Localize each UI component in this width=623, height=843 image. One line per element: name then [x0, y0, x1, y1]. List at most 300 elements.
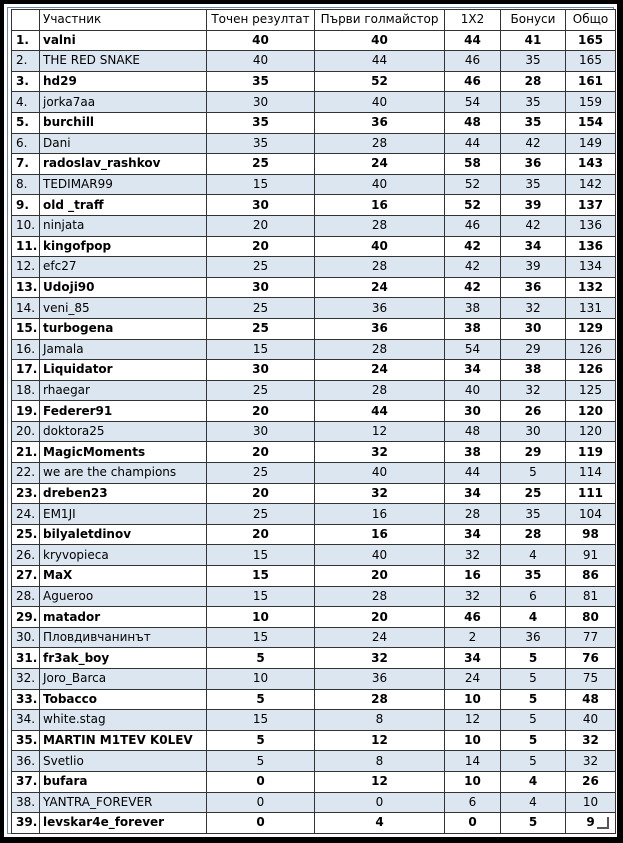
row-1x2: 46	[445, 71, 501, 92]
row-bonuses: 35	[501, 112, 566, 133]
row-1x2: 42	[445, 257, 501, 278]
row-rank: 20.	[12, 421, 40, 442]
row-1x2: 34	[445, 483, 501, 504]
row-bonuses: 41	[501, 30, 566, 51]
row-bonuses: 5	[501, 669, 566, 690]
row-participant: MagicMoments	[40, 442, 207, 463]
row-participant: Tobacco	[40, 689, 207, 710]
row-participant: YANTRA_FOREVER	[40, 792, 207, 813]
row-total: 32	[566, 751, 616, 772]
row-first-scorer: 36	[315, 112, 445, 133]
table-row	[12, 483, 616, 504]
row-rank: 27.	[12, 566, 40, 587]
row-participant: Udoji90	[40, 277, 207, 298]
row-exact-score: 15	[207, 566, 315, 587]
row-participant: MARTIN M1TEV K0LEV	[40, 730, 207, 751]
row-rank: 26.	[12, 545, 40, 566]
row-participant: burchill	[40, 112, 207, 133]
row-participant: MaX	[40, 566, 207, 587]
row-rank: 12.	[12, 257, 40, 278]
row-rank: 2.	[12, 51, 40, 72]
table-row	[12, 792, 616, 813]
row-1x2: 24	[445, 669, 501, 690]
row-1x2: 48	[445, 112, 501, 133]
row-bonuses: 35	[501, 51, 566, 72]
row-exact-score: 20	[207, 236, 315, 257]
table-row	[12, 771, 616, 792]
row-first-scorer: 0	[315, 792, 445, 813]
row-exact-score: 5	[207, 689, 315, 710]
row-rank: 8.	[12, 174, 40, 195]
row-participant: kingofpop	[40, 236, 207, 257]
row-1x2: 46	[445, 607, 501, 628]
row-total: 159	[566, 92, 616, 113]
row-exact-score: 20	[207, 442, 315, 463]
table-row	[12, 421, 616, 442]
row-exact-score: 35	[207, 112, 315, 133]
row-bonuses: 36	[501, 154, 566, 175]
row-participant: Dani	[40, 133, 207, 154]
row-exact-score: 15	[207, 586, 315, 607]
row-bonuses: 5	[501, 813, 566, 834]
row-bonuses: 6	[501, 586, 566, 607]
row-first-scorer: 12	[315, 771, 445, 792]
row-1x2: 34	[445, 524, 501, 545]
table-row	[12, 174, 616, 195]
row-first-scorer: 40	[315, 236, 445, 257]
row-total: 119	[566, 442, 616, 463]
row-1x2: 32	[445, 586, 501, 607]
header-rank	[12, 10, 40, 31]
row-1x2: 30	[445, 401, 501, 422]
row-first-scorer: 12	[315, 421, 445, 442]
row-exact-score: 25	[207, 257, 315, 278]
row-bonuses: 4	[501, 545, 566, 566]
row-bonuses: 29	[501, 339, 566, 360]
row-bonuses: 30	[501, 421, 566, 442]
row-total: 9	[566, 813, 616, 834]
row-total: 143	[566, 154, 616, 175]
row-rank: 37.	[12, 771, 40, 792]
row-participant: bilyaletdinov	[40, 524, 207, 545]
header-total: Общо	[566, 10, 616, 31]
table-row	[12, 30, 616, 51]
row-participant: dreben23	[40, 483, 207, 504]
row-exact-score: 30	[207, 277, 315, 298]
row-1x2: 10	[445, 730, 501, 751]
row-total: 32	[566, 730, 616, 751]
table-row	[12, 277, 616, 298]
table-row	[12, 360, 616, 381]
row-rank: 16.	[12, 339, 40, 360]
row-participant: levskar4e_forever	[40, 813, 207, 834]
row-first-scorer: 24	[315, 627, 445, 648]
row-participant: Svetlio	[40, 751, 207, 772]
row-bonuses: 39	[501, 195, 566, 216]
row-bonuses: 36	[501, 627, 566, 648]
row-rank: 9.	[12, 195, 40, 216]
row-rank: 35.	[12, 730, 40, 751]
row-rank: 3.	[12, 71, 40, 92]
row-first-scorer: 44	[315, 51, 445, 72]
row-bonuses: 28	[501, 524, 566, 545]
row-bonuses: 5	[501, 730, 566, 751]
row-total: 126	[566, 360, 616, 381]
row-bonuses: 28	[501, 71, 566, 92]
row-first-scorer: 28	[315, 133, 445, 154]
row-1x2: 0	[445, 813, 501, 834]
row-rank: 23.	[12, 483, 40, 504]
row-total: 120	[566, 421, 616, 442]
row-participant: turbogena	[40, 318, 207, 339]
row-exact-score: 20	[207, 483, 315, 504]
row-exact-score: 25	[207, 318, 315, 339]
row-exact-score: 30	[207, 360, 315, 381]
row-bonuses: 39	[501, 257, 566, 278]
row-participant: TEDIMAR99	[40, 174, 207, 195]
row-bonuses: 42	[501, 133, 566, 154]
table-row	[12, 133, 616, 154]
row-total: 76	[566, 648, 616, 669]
table-row	[12, 648, 616, 669]
row-exact-score: 25	[207, 504, 315, 525]
row-first-scorer: 4	[315, 813, 445, 834]
row-1x2: 34	[445, 648, 501, 669]
standings-table	[11, 9, 616, 834]
row-first-scorer: 24	[315, 154, 445, 175]
row-rank: 31.	[12, 648, 40, 669]
table-row	[12, 669, 616, 690]
row-total: 111	[566, 483, 616, 504]
row-bonuses: 30	[501, 318, 566, 339]
table-row	[12, 339, 616, 360]
row-first-scorer: 20	[315, 566, 445, 587]
row-total: 125	[566, 380, 616, 401]
row-participant: veni_85	[40, 298, 207, 319]
row-1x2: 16	[445, 566, 501, 587]
table-row	[12, 813, 616, 834]
row-first-scorer: 36	[315, 318, 445, 339]
row-bonuses: 35	[501, 566, 566, 587]
row-1x2: 46	[445, 51, 501, 72]
row-first-scorer: 20	[315, 607, 445, 628]
row-total: 132	[566, 277, 616, 298]
table-row	[12, 401, 616, 422]
row-first-scorer: 32	[315, 442, 445, 463]
row-first-scorer: 28	[315, 586, 445, 607]
row-first-scorer: 24	[315, 360, 445, 381]
row-first-scorer: 28	[315, 339, 445, 360]
row-bonuses: 5	[501, 648, 566, 669]
table-row	[12, 463, 616, 484]
row-1x2: 34	[445, 360, 501, 381]
row-exact-score: 25	[207, 154, 315, 175]
header-bonuses: Бонуси	[501, 10, 566, 31]
row-rank: 28.	[12, 586, 40, 607]
row-total: 26	[566, 771, 616, 792]
table-row	[12, 710, 616, 731]
row-first-scorer: 28	[315, 380, 445, 401]
row-bonuses: 26	[501, 401, 566, 422]
row-exact-score: 15	[207, 710, 315, 731]
table-row	[12, 730, 616, 751]
row-total: 137	[566, 195, 616, 216]
row-bonuses: 4	[501, 607, 566, 628]
row-rank: 21.	[12, 442, 40, 463]
row-bonuses: 5	[501, 463, 566, 484]
row-total: 77	[566, 627, 616, 648]
row-first-scorer: 12	[315, 730, 445, 751]
row-total: 81	[566, 586, 616, 607]
row-rank: 32.	[12, 669, 40, 690]
row-exact-score: 5	[207, 648, 315, 669]
row-exact-score: 40	[207, 30, 315, 51]
row-first-scorer: 8	[315, 710, 445, 731]
standings-frame	[4, 4, 617, 837]
row-exact-score: 0	[207, 792, 315, 813]
row-exact-score: 0	[207, 771, 315, 792]
table-row	[12, 51, 616, 72]
row-exact-score: 35	[207, 133, 315, 154]
table-row	[12, 504, 616, 525]
row-rank: 36.	[12, 751, 40, 772]
table-row	[12, 298, 616, 319]
row-1x2: 48	[445, 421, 501, 442]
table-row	[12, 689, 616, 710]
row-total: 98	[566, 524, 616, 545]
row-rank: 6.	[12, 133, 40, 154]
row-exact-score: 0	[207, 813, 315, 834]
row-participant: white.stag	[40, 710, 207, 731]
row-total: 40	[566, 710, 616, 731]
row-participant: valni	[40, 30, 207, 51]
row-rank: 15.	[12, 318, 40, 339]
row-first-scorer: 28	[315, 257, 445, 278]
table-row	[12, 627, 616, 648]
table-header-row	[12, 10, 616, 31]
row-total: 48	[566, 689, 616, 710]
row-exact-score: 20	[207, 215, 315, 236]
row-exact-score: 5	[207, 730, 315, 751]
row-exact-score: 15	[207, 339, 315, 360]
table-row	[12, 566, 616, 587]
row-bonuses: 36	[501, 277, 566, 298]
row-first-scorer: 24	[315, 277, 445, 298]
row-exact-score: 25	[207, 380, 315, 401]
row-first-scorer: 40	[315, 30, 445, 51]
row-exact-score: 15	[207, 174, 315, 195]
row-first-scorer: 40	[315, 174, 445, 195]
row-participant: hd29	[40, 71, 207, 92]
row-1x2: 10	[445, 771, 501, 792]
header-exact-score: Точен резултат	[207, 10, 315, 31]
row-rank: 29.	[12, 607, 40, 628]
row-participant: THE RED SNAKE	[40, 51, 207, 72]
row-rank: 13.	[12, 277, 40, 298]
row-participant: bufara	[40, 771, 207, 792]
row-1x2: 28	[445, 504, 501, 525]
row-first-scorer: 36	[315, 669, 445, 690]
row-total: 120	[566, 401, 616, 422]
row-1x2: 38	[445, 298, 501, 319]
table-row	[12, 442, 616, 463]
row-total: 142	[566, 174, 616, 195]
table-row	[12, 318, 616, 339]
row-total: 91	[566, 545, 616, 566]
row-1x2: 44	[445, 133, 501, 154]
row-first-scorer: 16	[315, 195, 445, 216]
row-total: 131	[566, 298, 616, 319]
table-row	[12, 71, 616, 92]
row-participant: old _traff	[40, 195, 207, 216]
header-participant: Участник	[40, 10, 207, 31]
row-bonuses: 4	[501, 771, 566, 792]
row-exact-score: 5	[207, 751, 315, 772]
row-1x2: 38	[445, 318, 501, 339]
row-bonuses: 5	[501, 751, 566, 772]
row-first-scorer: 52	[315, 71, 445, 92]
row-1x2: 2	[445, 627, 501, 648]
row-1x2: 42	[445, 277, 501, 298]
table-row	[12, 215, 616, 236]
row-1x2: 54	[445, 339, 501, 360]
standings-body	[12, 30, 616, 833]
row-total: 86	[566, 566, 616, 587]
row-1x2: 6	[445, 792, 501, 813]
row-1x2: 40	[445, 380, 501, 401]
row-exact-score: 25	[207, 463, 315, 484]
row-first-scorer: 44	[315, 401, 445, 422]
row-1x2: 44	[445, 463, 501, 484]
row-total: 154	[566, 112, 616, 133]
row-participant: we are the champions	[40, 463, 207, 484]
table-row	[12, 380, 616, 401]
row-rank: 22.	[12, 463, 40, 484]
row-1x2: 10	[445, 689, 501, 710]
row-total: 129	[566, 318, 616, 339]
row-total: 136	[566, 236, 616, 257]
row-1x2: 44	[445, 30, 501, 51]
table-row	[12, 607, 616, 628]
row-exact-score: 10	[207, 607, 315, 628]
row-exact-score: 30	[207, 92, 315, 113]
row-1x2: 52	[445, 174, 501, 195]
row-exact-score: 10	[207, 669, 315, 690]
table-row	[12, 195, 616, 216]
row-1x2: 54	[445, 92, 501, 113]
row-total: 161	[566, 71, 616, 92]
header-first-scorer: Първи голмайстор	[315, 10, 445, 31]
row-participant: radoslav_rashkov	[40, 154, 207, 175]
row-bonuses: 32	[501, 380, 566, 401]
row-exact-score: 15	[207, 627, 315, 648]
row-total: 165	[566, 30, 616, 51]
row-total: 134	[566, 257, 616, 278]
row-exact-score: 20	[207, 524, 315, 545]
row-total: 165	[566, 51, 616, 72]
row-first-scorer: 36	[315, 298, 445, 319]
row-total: 126	[566, 339, 616, 360]
row-bonuses: 35	[501, 92, 566, 113]
row-first-scorer: 28	[315, 689, 445, 710]
row-rank: 4.	[12, 92, 40, 113]
row-participant: kryvopieca	[40, 545, 207, 566]
row-bonuses: 4	[501, 792, 566, 813]
row-total: 75	[566, 669, 616, 690]
row-exact-score: 35	[207, 71, 315, 92]
row-exact-score: 25	[207, 298, 315, 319]
row-rank: 11.	[12, 236, 40, 257]
row-exact-score: 20	[207, 401, 315, 422]
row-total: 114	[566, 463, 616, 484]
row-rank: 17.	[12, 360, 40, 381]
row-rank: 14.	[12, 298, 40, 319]
row-first-scorer: 32	[315, 648, 445, 669]
table-row	[12, 751, 616, 772]
row-rank: 19.	[12, 401, 40, 422]
row-total: 104	[566, 504, 616, 525]
row-bonuses: 25	[501, 483, 566, 504]
row-1x2: 58	[445, 154, 501, 175]
row-exact-score: 15	[207, 545, 315, 566]
row-rank: 38.	[12, 792, 40, 813]
row-first-scorer: 28	[315, 215, 445, 236]
row-total: 136	[566, 215, 616, 236]
row-bonuses: 35	[501, 174, 566, 195]
row-total: 10	[566, 792, 616, 813]
table-row	[12, 154, 616, 175]
row-bonuses: 5	[501, 689, 566, 710]
row-participant: Federer91	[40, 401, 207, 422]
row-first-scorer: 8	[315, 751, 445, 772]
row-participant: Liquidator	[40, 360, 207, 381]
row-1x2: 38	[445, 442, 501, 463]
table-row	[12, 236, 616, 257]
row-exact-score: 30	[207, 421, 315, 442]
table-row	[12, 524, 616, 545]
row-1x2: 32	[445, 545, 501, 566]
row-1x2: 42	[445, 236, 501, 257]
row-rank: 33.	[12, 689, 40, 710]
table-row	[12, 257, 616, 278]
row-bonuses: 32	[501, 298, 566, 319]
row-total: 80	[566, 607, 616, 628]
row-1x2: 14	[445, 751, 501, 772]
row-participant: jorka7aa	[40, 92, 207, 113]
row-first-scorer: 40	[315, 463, 445, 484]
row-first-scorer: 16	[315, 524, 445, 545]
row-participant: Пловдивчанинът	[40, 627, 207, 648]
header-1x2: 1X2	[445, 10, 501, 31]
row-rank: 10.	[12, 215, 40, 236]
row-participant: efc27	[40, 257, 207, 278]
row-total: 149	[566, 133, 616, 154]
row-rank: 30.	[12, 627, 40, 648]
row-1x2: 12	[445, 710, 501, 731]
row-first-scorer: 40	[315, 545, 445, 566]
table-row	[12, 586, 616, 607]
row-1x2: 52	[445, 195, 501, 216]
row-rank: 5.	[12, 112, 40, 133]
row-bonuses: 5	[501, 710, 566, 731]
row-participant: Joro_Barca	[40, 669, 207, 690]
row-rank: 1.	[12, 30, 40, 51]
row-bonuses: 34	[501, 236, 566, 257]
row-participant: ninjata	[40, 215, 207, 236]
row-participant: matador	[40, 607, 207, 628]
resize-grip-icon	[597, 817, 609, 829]
row-first-scorer: 32	[315, 483, 445, 504]
